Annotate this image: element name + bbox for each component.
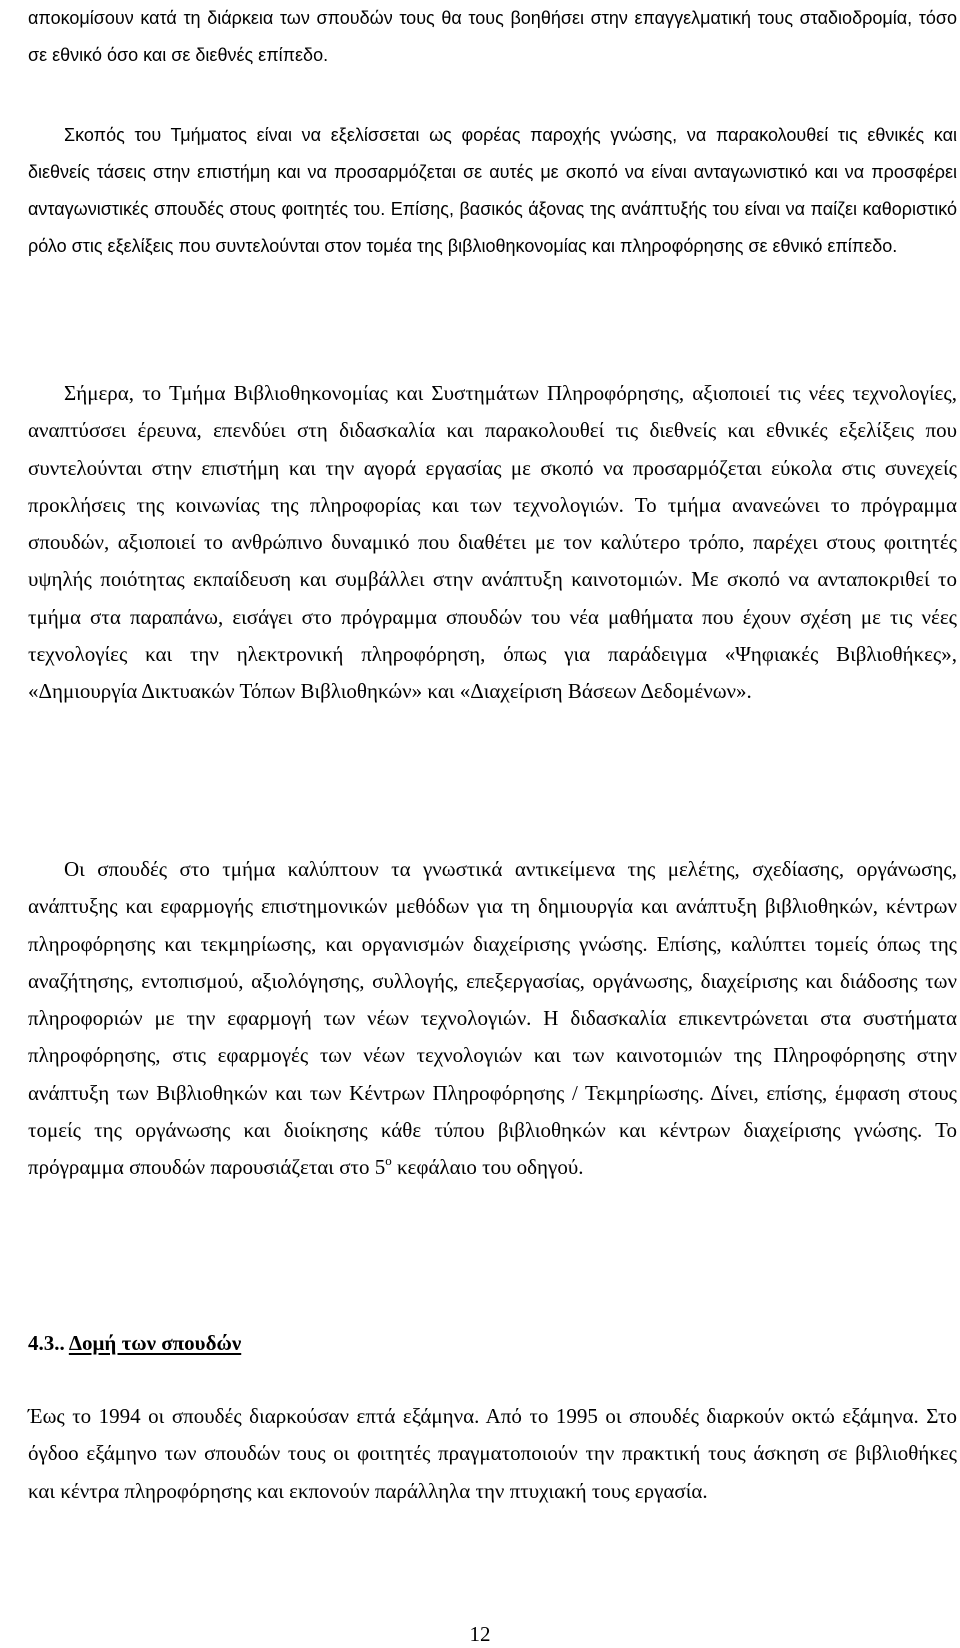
paragraph-studies-coverage [28, 851, 957, 1187]
paragraph-continuation: αποκομίσουν κατά τη διάρκεια των σπουδών τους θα τους βοηθήσει στην επαγγελματική τους σταδιοδρομία, τόσο σε εθνικό όσο και σε διεθνές επίπεδο. [28, 8, 957, 65]
paragraph-studies-coverage-tail: κεφάλαιο του οδηγού. [391, 1155, 584, 1180]
paragraph-studies-coverage-text: Οι σπουδές στο τμήμα καλύπτουν τα γνωστικά αντικείμενα της μελέτης, σχεδίασης, οργάνωσης, ανάπτυξης και εφαρμογής επιστημονικών μεθόδων για τη δημιουργία και ανάπτυξη βιβλιοθηκών, κέντρων πληροφόρησης και τεκμηρίωσης, και οργανισμών διαχείρισης γνώσης. Επίσης, καλύπτει τομείς όπως της αναζήτησης, εντοπισμού, αξιολόγησης, συλλογής, επεξεργασίας, οργάνωσης, διαχείρισης και διάδοσης των πληροφοριών με την εφαρμογή των νέων τεχνολογιών. Η διδασκαλία επικεντρώνεται στα συστήματα πληροφόρησης, στις εφαρμογές των νέων τεχνολογιών και των καινοτομιών της Πληροφόρησης στην ανάπτυξη των Βιβλιοθηκών και των Κέντρων Πληροφόρησης / Τεκμηρίωσης. Δίνει, επίσης, έμφαση στους τομείς της οργάνωσης και διοίκησης κάθε τύπου βιβλιοθηκών και κέντρων διαχείρισης γνώσης. Το πρόγραμμα σπουδών παρουσιάζεται στο 5 [28, 857, 957, 1180]
section-heading [28, 1329, 241, 1357]
ordinal-superscript: ο [385, 1153, 392, 1169]
paragraph-department-today: Σήμερα, το Τμήμα Βιβλιοθηκονομίας και Συστημάτων Πληροφόρησης, αξιοποιεί τις νέες τεχνολογίες, αναπτύσσει έρευνα, επενδύει στη διδασκαλία και παρακολουθεί τις διεθνείς και εθνικές εξελίξεις που συντελούνται στην επιστήμη και την αγορά εργασίας με σκοπό να προσαρμόζεται εύκολα στις συνεχείς προκλήσεις της κοινωνίας της πληροφορίας και των τεχνολογιών. Το τμήμα ανανεώνει το πρόγραμμα σπουδών, αξιοποιεί το ανθρώπινο δυναμικό που διαθέτει με τον καλύτερο τρόπο, παρέχει στους φοιτητές υψηλής ποιότητας εκπαίδευση και συμβάλλει στην ανάπτυξη καινοτομιών. Με σκοπό να ανταποκριθεί το τμήμα στα παραπάνω, εισάγει στο πρόγραμμα σπουδών του νέα μαθήματα που έχουν σχέση με τις νέες τεχνολογίες και την ηλεκτρονική πληροφόρηση, όπως για παράδειγμα «Ψηφιακές Βιβλιοθήκες», «Δημιουργία Δικτυακών Τόπων Βιβλιοθηκών» και «Διαχείριση Βάσεων Δεδομένων». [28, 381, 957, 704]
section-number: 4.3.. [28, 1331, 65, 1355]
paragraph-department-purpose: Σκοπός του Τμήματος είναι να εξελίσσεται ως φορέας παροχής γνώσης, να παρακολουθεί τις εθνικές και διεθνείς τάσεις στην επιστήμη και να προσαρμόζεται σε αυτές με σκοπό να είναι ανταγωνιστικό και να προσφέρει ανταγωνιστικές σπουδές στους φοιτητές του. Επίσης, βασικός άξονας της ανάπτυξής του είναι να παίζει καθοριστικό ρόλο στις εξελίξεις που συντελούνται στον τομέα της βιβλιοθηκονομίας και πληροφόρησης σε εθνικό επίπεδο. [28, 125, 957, 256]
page-number: 12 [469, 1622, 491, 1646]
paragraph-studies-duration: Έως το 1994 οι σπουδές διαρκούσαν επτά εξάμηνα. Από το 1995 οι σπουδές διαρκούν οκτώ εξάμηνα. Στο όγδοο εξάμηνο των σπουδών τους οι φοιτητές πραγματοποιούν την πρακτική τους άσκηση σε βιβλιοθήκες και κέντρα πληροφόρησης και εκπονούν παράλληλα την πτυχιακή τους εργασία. [28, 1404, 957, 1503]
section-title: Δομή των σπουδών [68, 1331, 242, 1355]
